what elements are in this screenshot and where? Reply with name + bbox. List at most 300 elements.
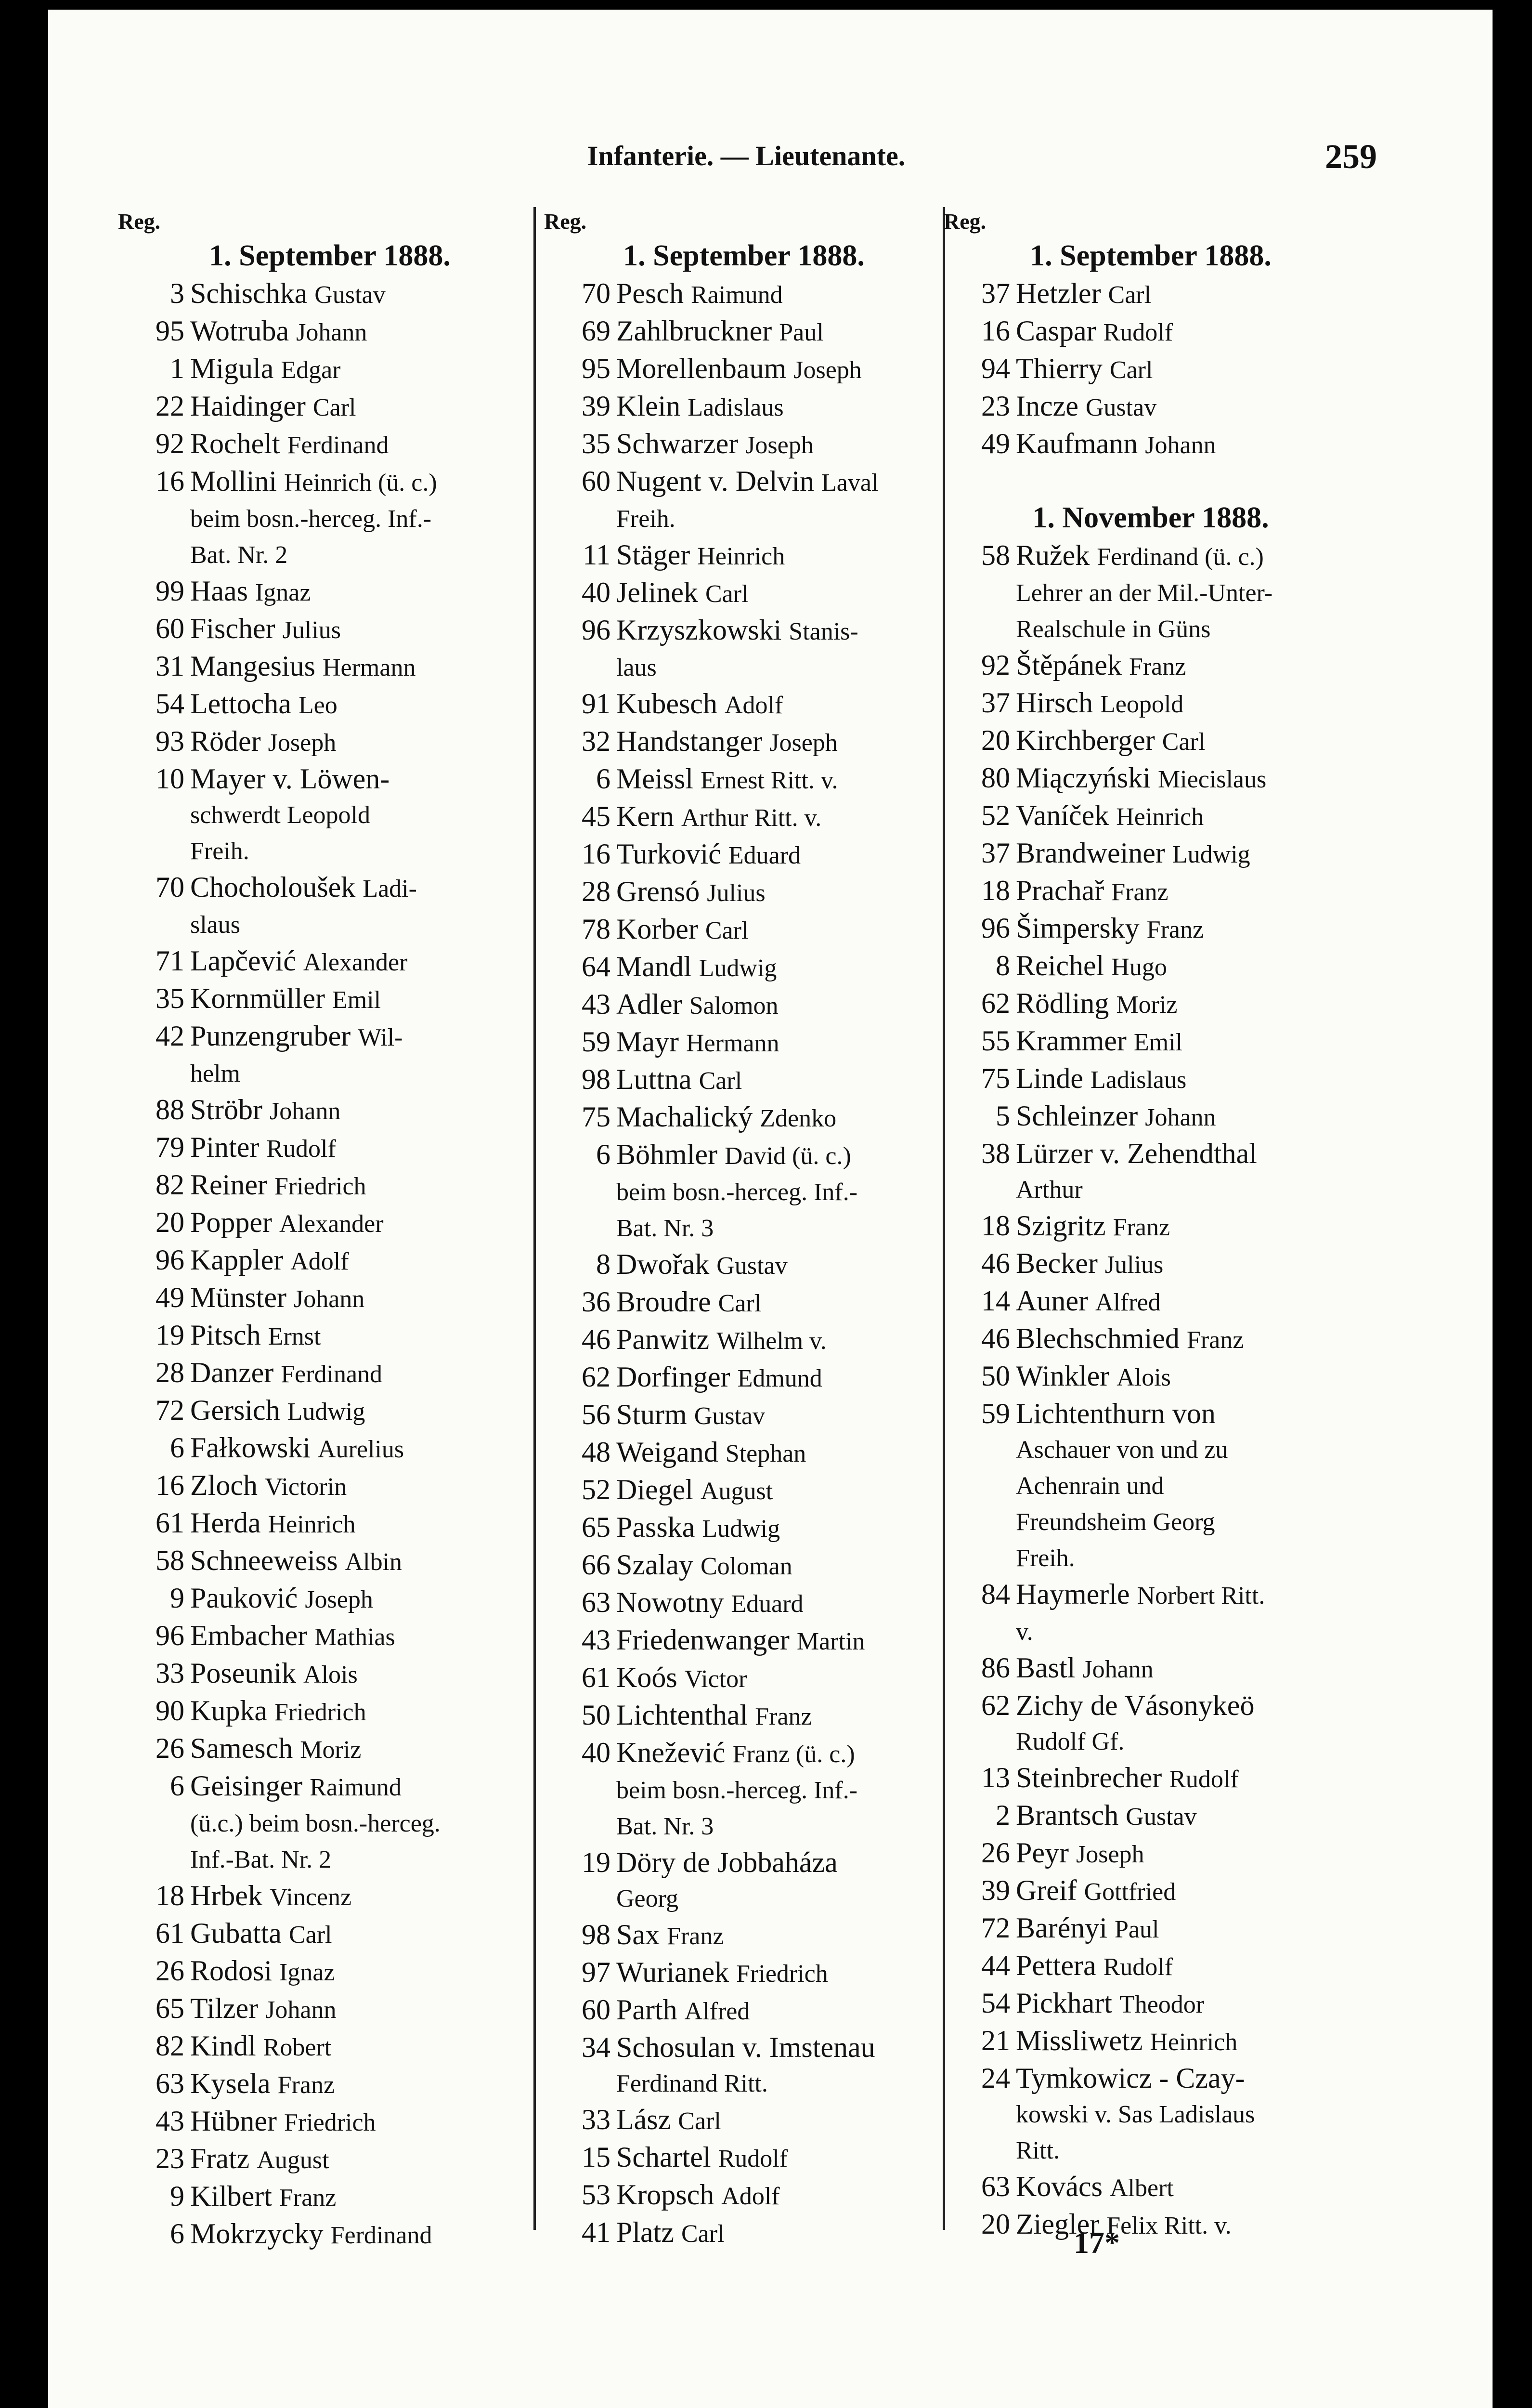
given-name: Wilhelm v. (716, 1327, 827, 1355)
list-item (539, 612, 948, 650)
given-name: Friedrich (274, 1173, 366, 1200)
regiment-number: 6 (596, 1139, 610, 1170)
regiment-number: 22 (156, 390, 184, 422)
given-name: Stanis- (789, 618, 858, 645)
given-name: Ferdinand (281, 1361, 383, 1388)
entry-text (968, 647, 1363, 685)
surname: Ströbr (190, 1094, 262, 1125)
regiment-number: 28 (582, 876, 610, 907)
given-name: Carl (1108, 281, 1152, 309)
entry-continuation: laus (616, 654, 657, 681)
entry-text (968, 1208, 1363, 1245)
entry-text (142, 1768, 546, 1806)
surname: Missliwetz (1016, 2025, 1143, 2056)
list-item (113, 1167, 546, 1204)
surname: Szigritz (1016, 1210, 1106, 1242)
surname: Diegel (616, 1474, 693, 1505)
entry-text (968, 2169, 1363, 2206)
given-name: Ludwig (699, 955, 777, 982)
regiment-number: 37 (981, 687, 1010, 719)
regiment-number: 82 (156, 2030, 184, 2062)
surname: Štěpánek (1016, 649, 1122, 681)
given-name: Alexander (279, 1210, 384, 1238)
entry-text (142, 1878, 546, 1915)
list-item (113, 1915, 546, 1953)
list-item (539, 986, 948, 1024)
surname: Luttna (616, 1063, 692, 1095)
surname: Platz (616, 2216, 674, 2248)
regiment-number: 52 (582, 1474, 610, 1505)
list-item (939, 1872, 1363, 1910)
regiment-number: 6 (170, 2218, 184, 2250)
entry-text (568, 1547, 948, 1584)
entry-text (568, 388, 948, 426)
surname: Dorfinger (616, 1361, 730, 1393)
entry-text (968, 1835, 1363, 1872)
surname: Mandl (616, 951, 692, 982)
regiment-number: 32 (582, 725, 610, 757)
regiment-number: 35 (156, 982, 184, 1014)
surname: Prachař (1016, 875, 1104, 906)
entry-text (968, 1650, 1363, 1688)
given-name: Heinrich (ü. c.) (284, 469, 437, 497)
list-item (539, 1735, 948, 1772)
regiment-number: 35 (582, 428, 610, 459)
regiment-number: 1 (170, 353, 184, 384)
given-name: Joseph (268, 729, 337, 757)
list-item (113, 2178, 546, 2216)
list-item (113, 723, 546, 761)
regiment-number: 56 (582, 1399, 610, 1430)
entry-text (968, 1283, 1363, 1321)
entry-text (568, 1434, 948, 1472)
surname: Reichel (1016, 950, 1104, 982)
list-item (939, 1760, 1363, 1797)
given-name: Norbert Ritt. (1137, 1582, 1265, 1610)
given-name: Martin (796, 1628, 865, 1655)
given-name: Friedrich (284, 2109, 376, 2136)
list-item (113, 2028, 546, 2066)
entry-text (568, 612, 948, 650)
surname: Incze (1016, 390, 1078, 422)
entry-text (968, 426, 1363, 463)
entry-text (142, 1655, 546, 1693)
list-item (113, 1204, 546, 1242)
list-item (113, 1655, 546, 1693)
list-item (539, 1322, 948, 1359)
entry-text (968, 1688, 1363, 1724)
regiment-number: 79 (156, 1131, 184, 1163)
entry-text (142, 1953, 546, 1990)
regiment-number: 54 (156, 688, 184, 720)
list-item (113, 981, 546, 1018)
regiment-number: 82 (156, 1169, 184, 1201)
surname: Handstanger (616, 725, 763, 757)
list-item (113, 2216, 546, 2253)
list-item (539, 1660, 948, 1697)
surname: Rochelt (190, 428, 280, 459)
column-3 (939, 207, 1363, 2278)
page-number: 259 (1325, 137, 1377, 176)
list-item (539, 1284, 948, 1322)
entry-text (568, 686, 948, 723)
entry-continuation: beim bosn.-herceg. Inf.- (616, 1178, 858, 1206)
regiment-number: 45 (582, 800, 610, 832)
regiment-number: 64 (582, 951, 610, 982)
entry-text (568, 1472, 948, 1509)
entry-text (968, 537, 1363, 575)
list-item (539, 686, 948, 723)
entry-text (968, 1948, 1363, 1985)
regiment-number: 91 (582, 688, 610, 720)
given-name: Coloman (700, 1553, 792, 1580)
surname: Stäger (616, 539, 690, 571)
regiment-number: 60 (156, 613, 184, 644)
entry-text (142, 761, 546, 797)
regiment-number: 39 (582, 390, 610, 422)
surname: Parth (616, 1994, 677, 2026)
surname: Pettera (1016, 1950, 1096, 1981)
given-name: Miecislaus (1157, 766, 1267, 793)
regiment-number: 46 (981, 1247, 1010, 1279)
given-name: Hugo (1111, 954, 1167, 981)
surname: Kern (616, 800, 674, 832)
entry-text (568, 949, 948, 986)
entry-text (968, 685, 1363, 722)
given-name: Julius (1104, 1251, 1164, 1279)
surname: Haas (190, 575, 248, 607)
list-item (939, 313, 1363, 351)
entry-text (968, 1098, 1363, 1136)
surname: Ziegler (1016, 2208, 1100, 2240)
surname: Passka (616, 1511, 695, 1543)
list-item (113, 761, 546, 797)
surname: Kindl (190, 2030, 256, 2062)
list-item (939, 1797, 1363, 1835)
given-name: Heinrich (1150, 2028, 1238, 2056)
given-name: Carl (288, 1921, 332, 1949)
entry-text (142, 1392, 546, 1430)
entry-text (142, 1355, 546, 1392)
entry-continuation: Arthur (1016, 1176, 1083, 1204)
regiment-number: 6 (170, 1770, 184, 1802)
surname: Steinbrecher (1016, 1762, 1162, 1793)
list-item (113, 869, 546, 907)
list-item (939, 275, 1363, 313)
surname: Hetzler (1016, 277, 1101, 309)
surname: Morellenbaum (616, 353, 787, 384)
list-item (113, 1505, 546, 1543)
entry-text (568, 723, 948, 761)
given-name: Albin (345, 1548, 402, 1576)
entry-continuation: Freundsheim Georg (1016, 1508, 1215, 1536)
given-name: Alfred (684, 1998, 750, 2025)
list-item (113, 1618, 546, 1655)
list-item (939, 722, 1363, 760)
entry-text (568, 911, 948, 949)
list-item (539, 874, 948, 911)
entry-continuation: Achenrain und (1016, 1472, 1164, 1500)
list-item (939, 1396, 1363, 1432)
regiment-number: 49 (981, 428, 1010, 459)
surname: Krammer (1016, 1025, 1127, 1057)
surname: Poseunik (190, 1657, 297, 1689)
entry-text (568, 1954, 948, 1992)
given-name: Johann (293, 1285, 365, 1313)
regiment-number: 16 (156, 1469, 184, 1501)
regiment-number: 65 (582, 1511, 610, 1543)
surname: Auner (1016, 1285, 1088, 1317)
list-item (539, 761, 948, 798)
regiment-number: 16 (156, 465, 184, 497)
surname: Lettocha (190, 688, 291, 720)
entry-text (568, 2177, 948, 2214)
given-name: Ladislaus (688, 394, 784, 421)
list-item (539, 351, 948, 388)
surname: Chocholoušek (190, 871, 356, 903)
list-item (939, 1023, 1363, 1060)
given-name: Gustav (1126, 1803, 1197, 1831)
given-name: Franz (277, 2071, 335, 2099)
regiment-number: 23 (156, 2143, 184, 2174)
list-item (113, 1392, 546, 1430)
regiment-number: 16 (981, 315, 1010, 347)
entry-continuation: helm (190, 1060, 240, 1087)
given-name: Julius (707, 879, 766, 907)
regiment-number: 96 (582, 614, 610, 646)
given-name: Leo (298, 692, 338, 719)
entry-text (568, 1397, 948, 1434)
list-item (939, 1060, 1363, 1098)
given-name: Franz (1113, 1214, 1170, 1241)
entry-continuation: Inf.-Bat. Nr. 2 (190, 1846, 332, 1873)
regiment-number: 58 (156, 1544, 184, 1576)
regiment-number: 92 (156, 428, 184, 459)
list-item (113, 1878, 546, 1915)
reg-column-label: Reg. (118, 209, 161, 234)
surname: Adler (616, 988, 682, 1020)
surname: Brandweiner (1016, 837, 1165, 869)
entry-continuation: Freih. (616, 505, 675, 533)
entry-text (142, 463, 546, 501)
list-item (113, 388, 546, 426)
regiment-number: 88 (156, 1094, 184, 1125)
given-name: Wil- (358, 1024, 403, 1051)
surname: Ružek (1016, 539, 1090, 571)
list-item (939, 1576, 1363, 1614)
entry-continuation: kowski v. Sas Ladislaus (1016, 2101, 1255, 2128)
surname: Peyr (1016, 1837, 1069, 1869)
entry-continuation: Bat. Nr. 3 (616, 1813, 714, 1840)
given-name: Joseph (769, 729, 838, 757)
surname: Hirsch (1016, 687, 1093, 719)
regiment-number: 10 (156, 763, 184, 795)
regiment-number: 48 (582, 1436, 610, 1468)
regiment-number: 33 (156, 1657, 184, 1689)
entry-text (142, 1990, 546, 2028)
entry-continuation: Freih. (190, 838, 249, 865)
regiment-number: 13 (981, 1762, 1010, 1793)
given-name: Albert (1109, 2174, 1174, 2202)
list-item (939, 685, 1363, 722)
entry-text (568, 313, 948, 351)
given-name: Johann (1082, 1656, 1154, 1683)
regiment-number: 40 (582, 576, 610, 608)
entry-text (142, 2028, 546, 2066)
surname: Böhmler (616, 1139, 717, 1170)
surname: Miączyński (1016, 762, 1151, 794)
list-item (939, 798, 1363, 835)
list-item (539, 1099, 948, 1137)
surname: Tilzer (190, 1992, 259, 2024)
surname: Meissl (616, 763, 694, 795)
surname: Vaníček (1016, 799, 1109, 831)
given-name: Alexander (303, 949, 408, 976)
regiment-number: 11 (583, 539, 610, 571)
given-name: Eduard (731, 1590, 804, 1618)
entry-text (568, 798, 948, 836)
surname: Winkler (1016, 1360, 1110, 1392)
given-name: Johann (296, 319, 367, 346)
regiment-number: 94 (981, 353, 1010, 384)
regiment-number: 70 (582, 277, 610, 309)
given-name: Mathias (314, 1623, 395, 1651)
given-name: Franz (1146, 916, 1204, 943)
regiment-number: 15 (582, 2141, 610, 2173)
given-name: Edgar (281, 356, 341, 384)
given-name: Emil (1133, 1029, 1183, 1056)
entry-text (142, 648, 546, 686)
surname: Knežević (616, 1737, 726, 1768)
surname: Lichtenthurn von (1016, 1398, 1216, 1429)
regiment-number: 95 (582, 353, 610, 384)
list-item (939, 388, 1363, 426)
given-name: Edmund (737, 1365, 822, 1392)
regiment-number: 65 (156, 1992, 184, 2024)
regiment-number: 9 (170, 2180, 184, 2212)
entry-text (142, 1730, 546, 1768)
surname: Šimpersky (1016, 912, 1140, 944)
given-name: Paul (779, 319, 824, 346)
entry-text (568, 537, 948, 575)
list-item (113, 313, 546, 351)
surname: Lichtenthal (616, 1699, 748, 1731)
given-name: Raimund (690, 281, 783, 309)
given-name: Ladislaus (1090, 1066, 1187, 1094)
entry-text (968, 985, 1363, 1023)
reg-column-label: Reg. (544, 209, 587, 234)
entry-text (142, 2066, 546, 2103)
entry-text (142, 1018, 546, 1056)
given-name: August (257, 2146, 329, 2174)
entry-text (568, 1322, 948, 1359)
regiment-number: 37 (981, 277, 1010, 309)
given-name: Franz (1111, 878, 1168, 906)
regiment-number: 33 (582, 2104, 610, 2135)
entry-text (568, 761, 948, 798)
entry-text (568, 1099, 948, 1137)
list-item (539, 723, 948, 761)
regiment-number: 23 (981, 390, 1010, 422)
list-item (539, 388, 948, 426)
surname: Hübner (190, 2105, 277, 2137)
entry-text (968, 910, 1363, 948)
given-name: Ferdinand (330, 2222, 432, 2249)
entry-text (142, 611, 546, 648)
section-date-heading: 1. November 1888. (1032, 501, 1269, 534)
entry-text (968, 2023, 1363, 2060)
regiment-number: 95 (156, 315, 184, 347)
given-name: Carl (681, 2220, 725, 2248)
surname: Bastl (1016, 1652, 1076, 1684)
given-name: Friedrich (274, 1699, 366, 1726)
regiment-number: 5 (996, 1100, 1010, 1132)
entry-text (142, 1915, 546, 1953)
list-item (539, 1954, 948, 1992)
regiment-number: 86 (981, 1652, 1010, 1684)
list-item (539, 313, 948, 351)
list-item (113, 943, 546, 981)
list-item (113, 2141, 546, 2178)
list-item (939, 1136, 1363, 1172)
regiment-number: 6 (170, 1432, 184, 1464)
surname: Klein (616, 390, 681, 422)
surname: Röder (190, 725, 261, 757)
regiment-number: 18 (981, 1210, 1010, 1242)
surname: Geisinger (190, 1770, 303, 1802)
given-name: Leopold (1100, 691, 1184, 718)
entry-text (142, 1242, 546, 1280)
regiment-number: 54 (981, 1987, 1010, 2019)
surname: Caspar (1016, 315, 1096, 347)
surname: Münster (190, 1282, 286, 1313)
given-name: Adolf (721, 2183, 780, 2210)
given-name: Alois (303, 1661, 358, 1688)
regiment-number: 60 (582, 465, 610, 497)
surname: Lapčević (190, 945, 296, 977)
entry-continuation: Ferdinand Ritt. (616, 2070, 768, 2097)
entry-text (968, 1060, 1363, 1098)
given-name: Friedrich (736, 1960, 828, 1988)
surname: Gersich (190, 1394, 280, 1426)
given-name: Robert (263, 2034, 332, 2061)
entry-continuation: beim bosn.-herceg. Inf.- (190, 505, 432, 533)
given-name: Franz (1129, 653, 1186, 681)
running-title: Infanterie. — Lieutenante. (587, 140, 906, 171)
entry-text (568, 1992, 948, 2029)
regiment-number: 97 (582, 1956, 610, 1988)
entry-continuation: Lehrer an der Mil.-Unter- (1016, 579, 1273, 607)
surname: Zichy de Vásonykeö (1016, 1689, 1255, 1721)
entry-text (142, 981, 546, 1018)
regiment-number: 93 (156, 725, 184, 757)
list-item (539, 2029, 948, 2066)
regiment-number: 14 (981, 1285, 1010, 1317)
regiment-number: 96 (156, 1244, 184, 1276)
surname: Schosulan v. Imstenau (616, 2031, 875, 2063)
entry-continuation: schwerdt Leopold (190, 801, 371, 829)
given-name: Rudolf (266, 1135, 336, 1163)
surname: Nowotny (616, 1586, 724, 1618)
given-name: Ernest Ritt. v. (701, 767, 838, 794)
surname: Grensó (616, 876, 700, 907)
entry-text (142, 1543, 546, 1580)
entry-text (568, 2214, 948, 2252)
entry-text (142, 1129, 546, 1167)
entry-text (142, 869, 546, 907)
regiment-number: 61 (156, 1917, 184, 1949)
regiment-number: 72 (156, 1394, 184, 1426)
